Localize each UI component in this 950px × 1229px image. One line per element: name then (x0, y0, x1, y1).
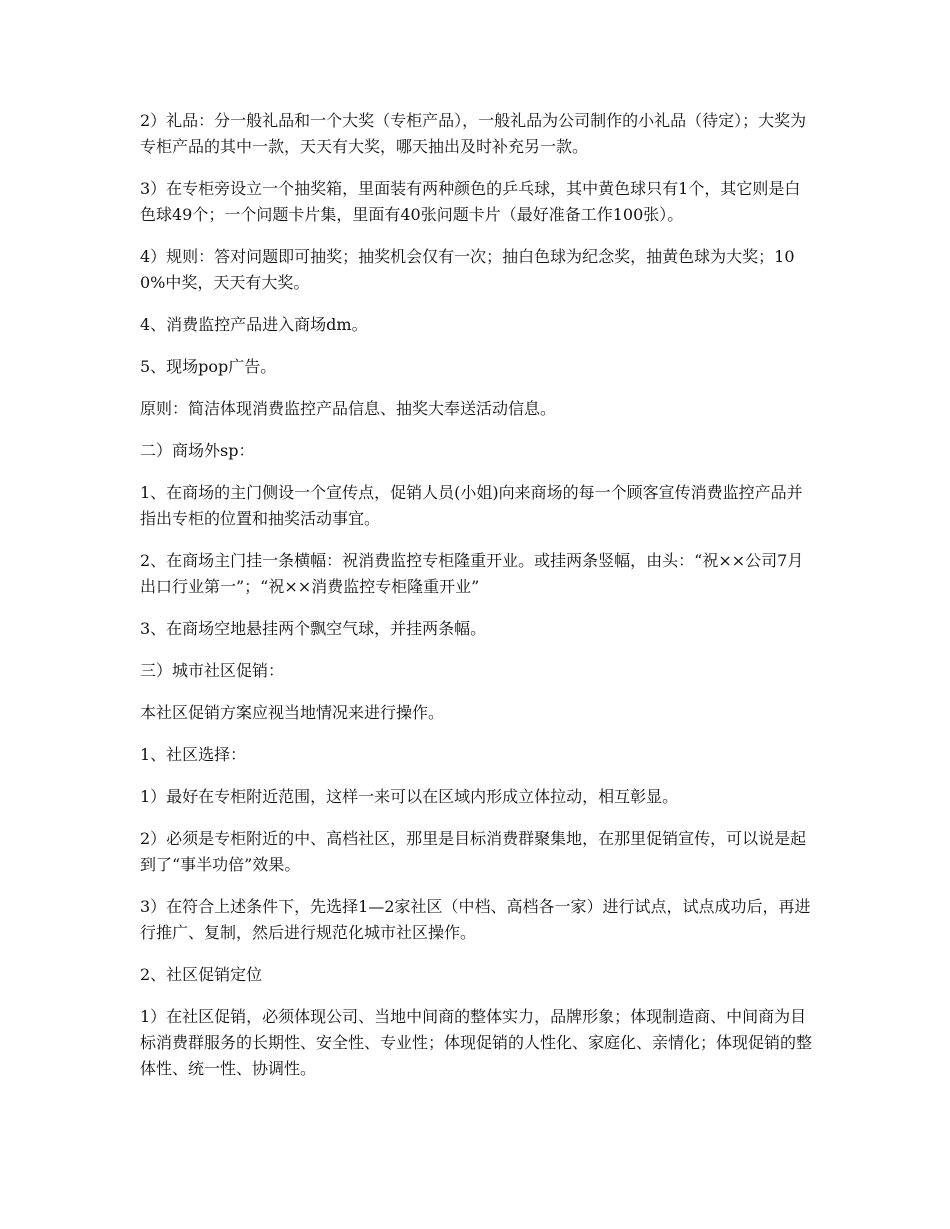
section-heading-outside-sp: 二）商场外sp： (140, 441, 255, 460)
paragraph-gift: 2）礼品：分一般礼品和一个大奖（专柜产品），一般礼品为公司制作的小礼品（待定）；大奖为专柜产品的其中一款，天天有大奖，哪天抽出及时补充另一款。 (140, 111, 807, 156)
paragraph-rules: 4）规则：答对问题即可抽奖；抽奖机会仅有一次；抽白色球为纪念奖，抽黄色球为大奖；100%中奖，天天有大奖。 (140, 247, 795, 292)
paragraph-lottery-box: 3）在专柜旁设立一个抽奖箱，里面装有两种颜色的乒乓球，其中黄色球只有1个，其它则是白色球49个；一个问题卡片集，里面有40张问题卡片（最好准备工作100张）。 (140, 179, 801, 224)
subheading-community-positioning: 2、社区促销定位 (140, 965, 263, 984)
paragraph-promo-point: 1、在商场的主门侧设一个宣传点，促销人员(小姐)向来商场的每一个顾客宣传消费监控产品并指出专柜的位置和抽奖活动事宜。 (140, 483, 803, 528)
paragraph-balloons: 3、在商场空地悬挂两个飘空气球，并挂两条幅。 (140, 619, 487, 638)
paragraph-principle: 原则：简洁体现消费监控产品信息、抽奖大奉送活动信息。 (140, 399, 557, 418)
document-body (140, 108, 815, 1098)
paragraph-selection-3: 3）在符合上述条件下，先选择1—2家社区（中档、高档各一家）进行试点，试点成功后，再进行推广、复制，然后进行规范化城市社区操作。 (140, 897, 811, 942)
paragraph-selection-2: 2）必须是专柜附近的中、高档社区，那里是目标消费群聚集地，在那里促销宣传，可以说是起到了“事半功倍”效果。 (140, 829, 807, 874)
paragraph-community-intro: 本社区促销方案应视当地情况来进行操作。 (140, 703, 445, 722)
section-heading-community: 三）城市社区促销： (140, 661, 285, 680)
paragraph-selection-1: 1）最好在专柜附近范围，这样一来可以在区域内形成立体拉动，相互彰显。 (140, 787, 679, 806)
paragraph-dm: 4、消费监控产品进入商场dm。 (140, 315, 368, 334)
paragraph-pop: 5、现场pop广告。 (140, 357, 277, 376)
paragraph-banner: 2、在商场主门挂一条横幅：祝消费监控专柜隆重开业。或挂两条竖幅，由头：“祝××公司7月出口行业第一”；“祝××消费监控专柜隆重开业” (140, 551, 804, 596)
paragraph-positioning-1: 1）在社区促销，必须体现公司、当地中间商的整体实力，品牌形象；体现制造商、中间商为目标消费群服务的长期性、安全性、专业性；体现促销的人性化、家庭化、亲情化；体现促销的整体性、统一性、协调性。 (140, 1007, 813, 1078)
subheading-community-selection: 1、社区选择： (140, 745, 247, 764)
